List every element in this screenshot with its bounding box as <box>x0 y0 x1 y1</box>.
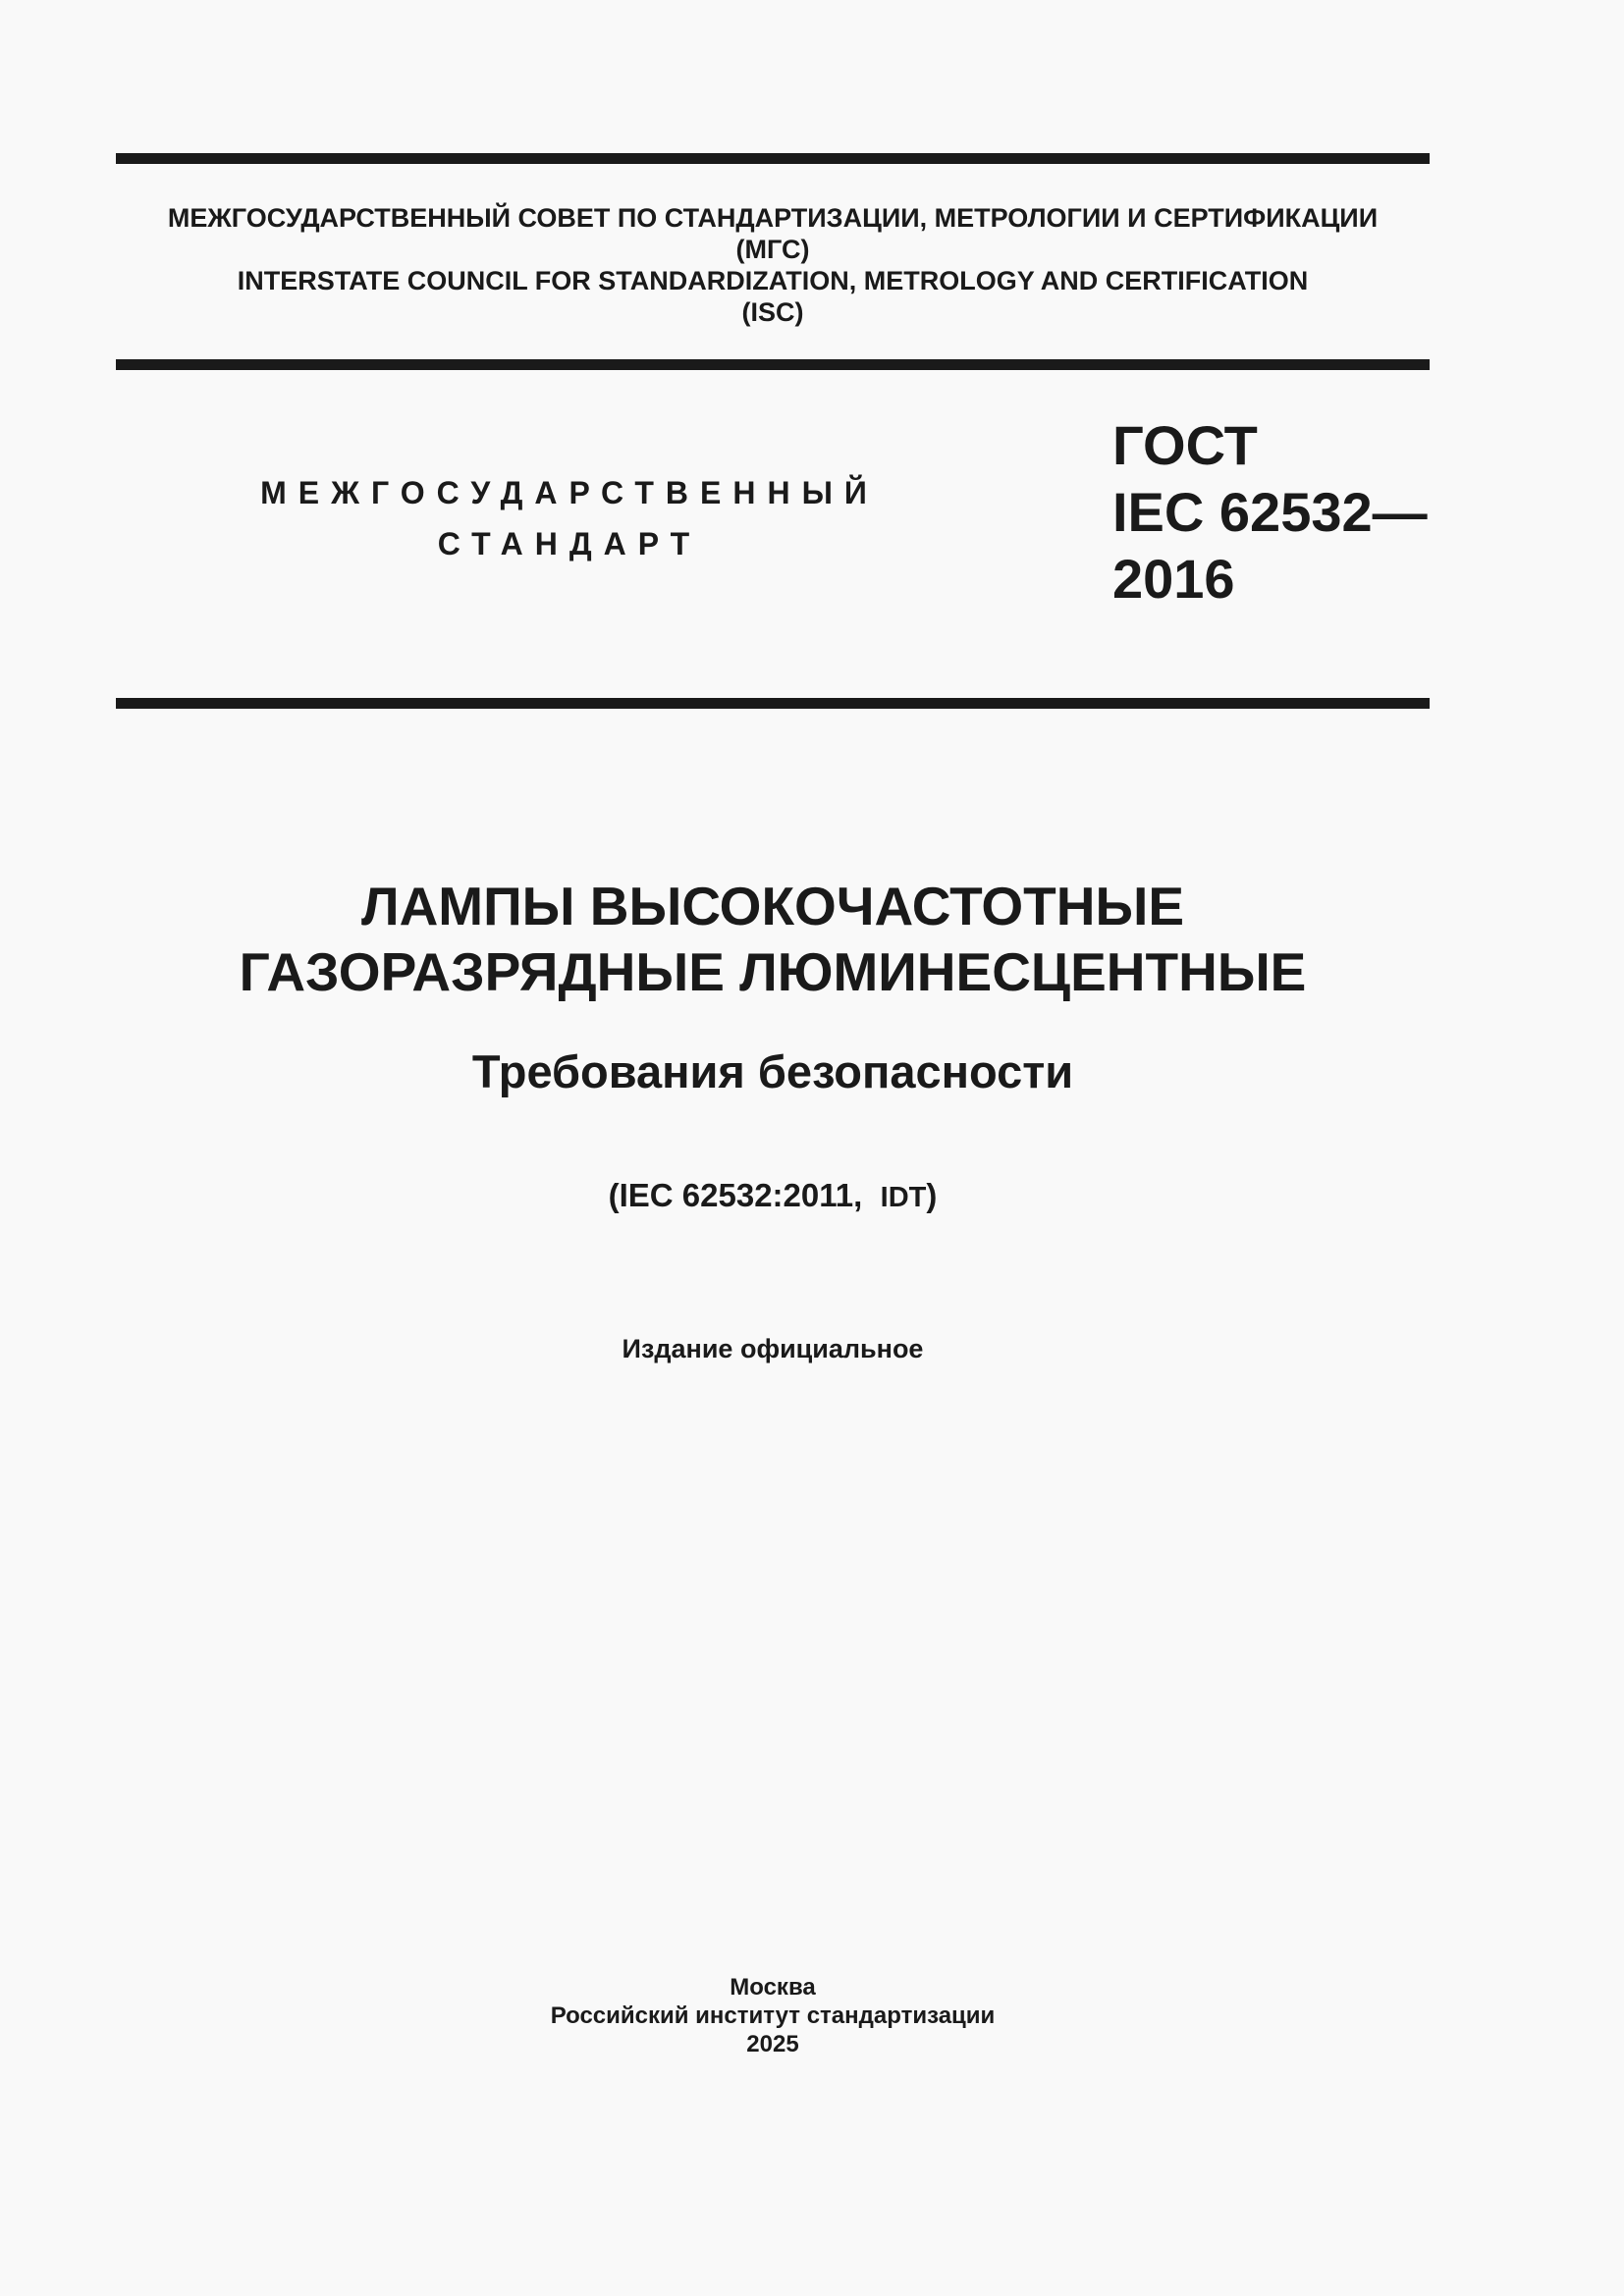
top-rule <box>116 153 1430 164</box>
council-header <box>116 202 1430 328</box>
council-abbr-ru: (МГС) <box>735 235 810 264</box>
designation-bottom-rule <box>116 698 1430 709</box>
designation-line3: 2016 <box>1112 548 1235 610</box>
standard-type <box>226 467 913 569</box>
designation-line2: IEC 62532— <box>1112 481 1428 543</box>
document-subtitle: Требования безопасности <box>471 1045 1074 1097</box>
title-line2: ГАЗОРАЗРЯДНЫЕ ЛЮМИНЕСЦЕНТНЫЕ <box>239 941 1307 1002</box>
iec-reference-main: (IEC 62532:2011, <box>608 1177 863 1213</box>
imprint-year: 2025 <box>746 2031 799 2057</box>
standard-type-line2: СТАНДАРТ <box>437 526 702 561</box>
imprint <box>116 1973 1430 2058</box>
council-name-en: INTERSTATE COUNCIL FOR STANDARDIZATION, METROLOGY AND CERTIFICATION <box>237 266 1309 295</box>
iec-reference <box>116 1174 1430 1219</box>
document-title <box>116 874 1430 1005</box>
council-abbr-en: (ISC) <box>741 297 804 327</box>
header-bottom-rule <box>116 359 1430 370</box>
designation-line1: ГОСТ <box>1112 414 1258 476</box>
title-line1: ЛАМПЫ ВЫСОКОЧАСТОТНЫЕ <box>360 876 1185 936</box>
gost-designation <box>1112 412 1428 613</box>
imprint-city: Москва <box>730 1974 816 2001</box>
iec-reference-close: ) <box>926 1177 938 1213</box>
standard-type-line1: МЕЖГОСУДАРСТВЕННЫЙ <box>260 475 879 510</box>
iec-reference-degree: IDT <box>880 1182 927 1213</box>
imprint-publisher: Российский институт стандартизации <box>550 2002 996 2029</box>
council-name-ru: МЕЖГОСУДАРСТВЕННЫЙ СОВЕТ ПО СТАНДАРТИЗАЦИИ, МЕТРОЛОГИИ И СЕРТИФИКАЦИИ <box>167 203 1379 233</box>
edition-label: Издание официальное <box>622 1334 924 1363</box>
